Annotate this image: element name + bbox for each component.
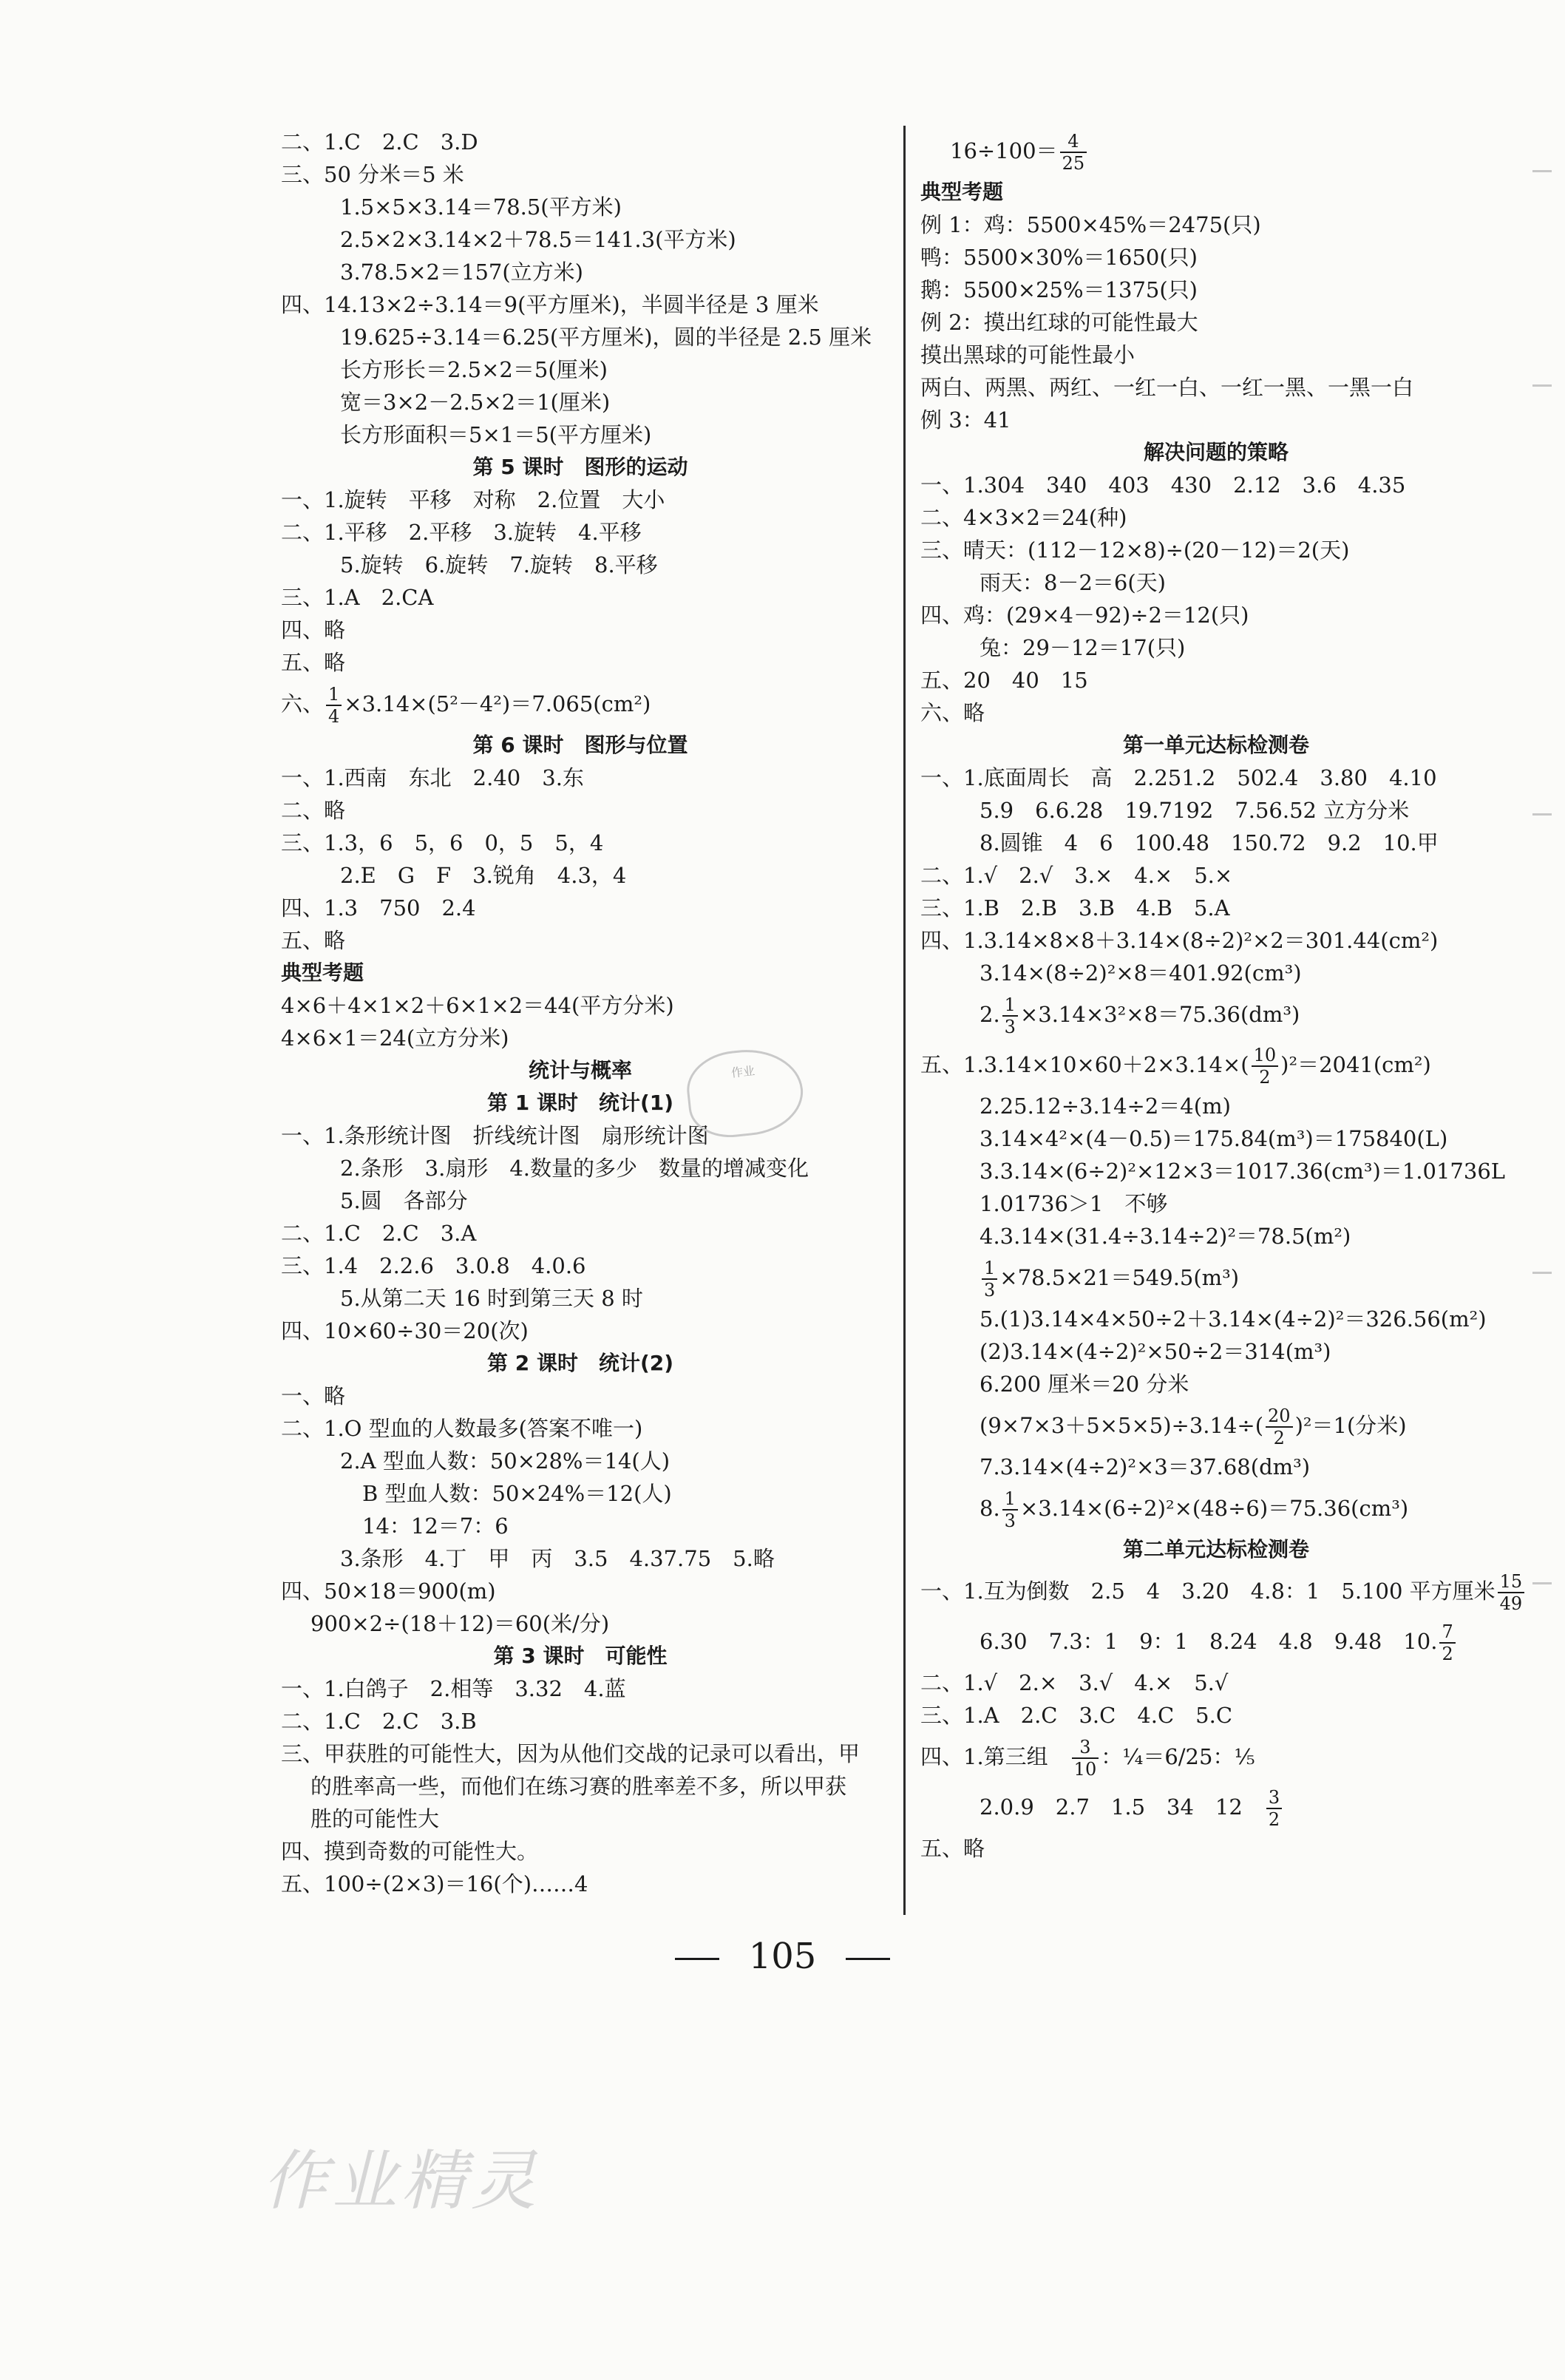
answer-line: 五、100÷(2×3)＝16(个)……4 bbox=[281, 1871, 588, 1896]
answer-line bbox=[920, 989, 1512, 1040]
answer-line: 1.5×5×3.14＝78.5(平方米) bbox=[340, 194, 622, 220]
answer-line: 四、50×18＝900(m) bbox=[281, 1579, 496, 1604]
answer-line: 5.从第二天 16 时到第三天 8 时 bbox=[340, 1286, 643, 1311]
fraction-denominator: 2 bbox=[1442, 1644, 1453, 1664]
fraction-denominator: 3 bbox=[984, 1280, 996, 1301]
answer-line: 三、1.4 2.2.6 3.0.8 4.0.6 bbox=[281, 1253, 586, 1278]
fraction bbox=[1498, 1573, 1525, 1613]
fraction bbox=[1439, 1623, 1455, 1663]
answer-line bbox=[920, 126, 1512, 176]
fraction bbox=[1266, 1789, 1282, 1828]
answer-line: 六、略 bbox=[920, 700, 985, 725]
fraction bbox=[1002, 1490, 1018, 1530]
answer-line: 二、1.平移 2.平移 3.旋转 4.平移 bbox=[281, 520, 642, 545]
fraction-numerator: 4 bbox=[1060, 132, 1087, 153]
answer-line: 例 1：鸡：5500×45%＝2475(只) bbox=[920, 212, 1261, 237]
answer-line: 二、4×3×2＝24(种) bbox=[920, 505, 1127, 530]
answer-text: ×3.14×3²×8＝75.36(dm³) bbox=[1019, 1002, 1300, 1027]
answer-line: 三、甲获胜的可能性大，因为从他们交战的记录可以看出，甲 bbox=[281, 1741, 860, 1766]
answer-line: 一、1.旋转 平移 对称 2.位置 大小 bbox=[281, 487, 665, 512]
answer-line: 二、1.C 2.C 3.A bbox=[281, 1221, 477, 1246]
fraction-denominator: 2 bbox=[1268, 1809, 1280, 1830]
answer-line: 长方形长＝2.5×2＝5(厘米) bbox=[340, 357, 608, 382]
answer-text: ×78.5×21＝549.5(m³) bbox=[999, 1265, 1240, 1290]
fraction bbox=[982, 1259, 997, 1299]
section-heading: 解决问题的策略 bbox=[1143, 440, 1289, 464]
answer-line: 一、1.白鸽子 2.相等 3.32 4.蓝 bbox=[281, 1676, 626, 1701]
watermark-logo: 作业精灵 bbox=[262, 2143, 541, 2219]
answer-text: 2. bbox=[980, 1002, 1000, 1027]
answer-line bbox=[281, 679, 880, 729]
answer-line: 兔：29－12＝17(只) bbox=[980, 635, 1186, 660]
answer-line: 四、鸡：(29×4－92)÷2＝12(只) bbox=[920, 603, 1249, 628]
answer-line: 900×2÷(18＋12)＝60(米/分) bbox=[310, 1611, 610, 1636]
answer-line: 四、摸到奇数的可能性大。 bbox=[281, 1839, 539, 1864]
answer-line: 3.14×(8÷2)²×8＝401.92(cm³) bbox=[980, 960, 1302, 986]
section-heading: 第 5 课时 图形的运动 bbox=[472, 455, 688, 479]
answer-line: 五、略 bbox=[281, 928, 346, 953]
edge-mark bbox=[1532, 170, 1552, 172]
page-number-text: 105 bbox=[748, 1936, 817, 1977]
answer-line: 二、1.√ 2.√ 3.× 4.× 5.× bbox=[920, 863, 1233, 888]
answer-line: 2.E G F 3.锐角 4.3，4 bbox=[340, 863, 627, 888]
answer-line: 例 2：摸出红球的可能性最大 bbox=[920, 310, 1198, 335]
fraction-denominator: 25 bbox=[1062, 153, 1085, 174]
answer-line bbox=[920, 1566, 1523, 1616]
answer-line: 鸭：5500×30%＝1650(只) bbox=[920, 245, 1198, 270]
answer-line: 14：12＝7：6 bbox=[362, 1513, 509, 1539]
answer-line bbox=[920, 1252, 1512, 1303]
answer-text: 六、 bbox=[281, 691, 325, 716]
fraction bbox=[1002, 996, 1018, 1036]
answer-line bbox=[920, 1732, 1512, 1782]
answer-line: 5.圆 各部分 bbox=[340, 1188, 468, 1213]
fraction-denominator: 49 bbox=[1499, 1593, 1523, 1614]
answer-line: 三、1.A 2.C 3.C 4.C 5.C bbox=[920, 1703, 1233, 1728]
answer-line: 两白、两黑、两红、一红一白、一红一黑、一黑一白 bbox=[920, 375, 1414, 400]
fraction-numerator: 1 bbox=[1002, 1490, 1018, 1511]
answer-line: 鹅：5500×25%＝1375(只) bbox=[920, 277, 1198, 302]
answer-line: 5.旋转 6.旋转 7.旋转 8.平移 bbox=[340, 552, 658, 577]
left-column bbox=[281, 126, 880, 1900]
fraction-denominator: 4 bbox=[328, 706, 340, 727]
answer-text: 五、1.3.14×10×60＋2×3.14×( bbox=[920, 1052, 1249, 1077]
answer-line: 4.3.14×(31.4÷3.14÷2)²＝78.5(m²) bbox=[980, 1224, 1351, 1249]
answer-line: 三、1.B 2.B 3.B 4.B 5.A bbox=[920, 895, 1230, 921]
answer-line: 四、1.3 750 2.4 bbox=[281, 895, 476, 921]
section-heading: 统计与概率 bbox=[528, 1058, 632, 1082]
answer-line bbox=[920, 1040, 1512, 1090]
answer-text: 四、1.第三组 bbox=[920, 1744, 1070, 1769]
answer-text: 2.0.9 2.7 1.5 34 12 bbox=[980, 1794, 1264, 1820]
fraction-denominator: 10 bbox=[1073, 1759, 1097, 1780]
fraction bbox=[1072, 1738, 1099, 1778]
edge-mark bbox=[1532, 1272, 1552, 1274]
fraction bbox=[1252, 1046, 1279, 1086]
fraction-denominator: 3 bbox=[1004, 1511, 1016, 1531]
fraction-numerator: 1 bbox=[326, 685, 342, 706]
answer-line: 胜的可能性大 bbox=[310, 1806, 440, 1831]
answer-line: B 型血人数：50×24%＝12(人) bbox=[362, 1481, 672, 1506]
answer-line: 五、略 bbox=[281, 650, 346, 675]
answer-line: 二、1.C 2.C 3.B bbox=[281, 1709, 477, 1734]
answer-text: 6.30 7.3：1 9：1 8.24 4.8 9.48 10. bbox=[980, 1629, 1438, 1654]
answer-line: 4×6＋4×1×2＋6×1×2＝44(平方分米) bbox=[281, 993, 674, 1018]
answer-line: 一、1.条形统计图 折线统计图 扇形统计图 bbox=[281, 1123, 709, 1148]
section-heading: 第 3 课时 可能性 bbox=[493, 1644, 668, 1668]
answer-line: 三、1.3，6 5，6 0，5 5，4 bbox=[281, 830, 604, 855]
answer-line: 四、1.3.14×8×8＋3.14×(8÷2)²×2＝301.44(cm²) bbox=[920, 928, 1439, 953]
fraction bbox=[1266, 1407, 1293, 1447]
answer-text: 一、1.互为倒数 2.5 4 3.20 4.8：1 5.100 平方厘米 bbox=[920, 1579, 1496, 1604]
answer-text: )²＝1(分米) bbox=[1294, 1413, 1407, 1438]
answer-line: 一、1.304 340 403 430 2.12 3.6 4.35 bbox=[920, 472, 1406, 498]
answer-line: 五、略 bbox=[920, 1836, 985, 1861]
answer-line: 二、1.O 型血的人数最多(答案不唯一) bbox=[281, 1416, 643, 1441]
answer-text: ：¼＝6/25：⅕ bbox=[1101, 1744, 1255, 1769]
fraction-numerator: 1 bbox=[982, 1259, 997, 1280]
answer-line: 例 3：41 bbox=[920, 407, 1011, 433]
answer-line: 四、10×60÷30＝20(次) bbox=[281, 1318, 529, 1343]
answer-line: 雨天：8－2＝6(天) bbox=[980, 570, 1166, 595]
answer-line: 3.3.14×(6÷2)²×12×3＝1017.36(cm³)＝1.01736L bbox=[980, 1159, 1506, 1184]
answer-line: 2.5×2×3.14×2＋78.5＝141.3(平方米) bbox=[340, 227, 736, 252]
fraction-numerator: 20 bbox=[1266, 1407, 1293, 1428]
answer-text: )²＝2041(cm²) bbox=[1280, 1052, 1431, 1077]
fraction-denominator: 3 bbox=[1004, 1017, 1016, 1037]
answer-line: 摸出黑球的可能性最小 bbox=[920, 342, 1135, 367]
answer-line: 四、略 bbox=[281, 617, 346, 643]
answer-line: 二、1.C 2.C 3.D bbox=[281, 129, 478, 155]
edge-mark bbox=[1532, 813, 1552, 816]
answer-line: 8.圆锥 4 6 100.48 150.72 9.2 10.甲 bbox=[980, 830, 1439, 855]
answer-line: (2)3.14×(4÷2)²×50÷2＝314(m³) bbox=[980, 1339, 1331, 1364]
faded-stamp-logo: 作业 bbox=[683, 1044, 807, 1142]
page-number-dash-right bbox=[846, 1958, 890, 1960]
answer-text: (9×7×3＋5×5×5)÷3.14÷( bbox=[980, 1413, 1264, 1438]
answer-line: 5.(1)3.14×4×50÷2＋3.14×(4÷2)²＝326.56(m²) bbox=[980, 1306, 1487, 1332]
answer-line: 一、略 bbox=[281, 1383, 346, 1408]
answer-line: 宽＝3×2－2.5×2＝1(厘米) bbox=[340, 390, 611, 415]
section-heading: 第 2 课时 统计(2) bbox=[486, 1351, 674, 1375]
answer-line: 五、20 40 15 bbox=[920, 668, 1088, 693]
answer-line: 长方形面积＝5×1＝5(平方厘米) bbox=[340, 422, 652, 447]
page-number bbox=[0, 1936, 1565, 1977]
answer-text: 16÷100＝ bbox=[950, 138, 1058, 163]
fraction-numerator: 7 bbox=[1439, 1623, 1455, 1644]
fraction bbox=[326, 685, 342, 725]
fraction bbox=[1060, 132, 1087, 172]
subsection-heading: 典型考题 bbox=[281, 960, 364, 985]
answer-line: 三、50 分米＝5 米 bbox=[281, 162, 464, 187]
section-heading: 第一单元达标检测卷 bbox=[1122, 733, 1309, 757]
fraction-numerator: 3 bbox=[1072, 1738, 1099, 1759]
answer-line: 四、14.13×2÷3.14＝9(平方厘米)，半圆半径是 3 厘米 bbox=[281, 292, 819, 317]
answer-text: 8. bbox=[980, 1496, 1000, 1521]
answer-line: 3.78.5×2＝157(立方米) bbox=[340, 260, 583, 285]
answer-line: 7.3.14×(4÷2)²×3＝37.68(dm³) bbox=[980, 1454, 1311, 1479]
fraction-denominator: 2 bbox=[1273, 1428, 1285, 1448]
answer-text: ×3.14×(5²－4²)＝7.065(cm²) bbox=[344, 691, 651, 716]
answer-line: 2.A 型血人数：50×28%＝14(人) bbox=[340, 1448, 671, 1474]
answer-line: 三、晴天：(112－12×8)÷(20－12)＝2(天) bbox=[920, 538, 1350, 563]
answer-line: 一、1.西南 东北 2.40 3.东 bbox=[281, 765, 584, 790]
answer-line: 4×6×1＝24(立方分米) bbox=[281, 1025, 509, 1051]
fraction-numerator: 10 bbox=[1252, 1046, 1279, 1067]
section-heading: 第 1 课时 统计(1) bbox=[486, 1091, 674, 1115]
right-column bbox=[920, 126, 1523, 1865]
subsection-heading: 典型考题 bbox=[920, 180, 1004, 204]
fraction-numerator: 3 bbox=[1266, 1789, 1282, 1809]
answer-line: 3.14×4²×(4－0.5)＝175.84(m³)＝175840(L) bbox=[980, 1126, 1448, 1151]
answer-line: 19.625÷3.14＝6.25(平方厘米)，圆的半径是 2.5 厘米 bbox=[340, 325, 872, 350]
answer-line: 的胜率高一些，而他们在练习赛的胜率差不多，所以甲获 bbox=[310, 1774, 847, 1799]
answer-line: 1.01736＞1 不够 bbox=[980, 1191, 1168, 1216]
answer-line: 3.条形 4.丁 甲 丙 3.5 4.37.75 5.略 bbox=[340, 1546, 775, 1571]
answer-line: 6.200 厘米＝20 分米 bbox=[980, 1372, 1189, 1397]
answer-line: 2.条形 3.扇形 4.数量的多少 数量的增减变化 bbox=[340, 1156, 809, 1181]
answer-line: 5.9 6.6.28 19.7192 7.56.52 立方分米 bbox=[980, 798, 1410, 823]
fraction-denominator: 2 bbox=[1259, 1067, 1271, 1088]
answer-text: ×3.14×(6÷2)²×(48÷6)＝75.36(cm³) bbox=[1019, 1496, 1409, 1521]
section-heading: 第 6 课时 图形与位置 bbox=[472, 733, 688, 757]
answer-line: 一、1.底面周长 高 2.251.2 502.4 3.80 4.10 bbox=[920, 765, 1437, 790]
answer-line bbox=[920, 1616, 1512, 1667]
fraction-numerator: 1 bbox=[1002, 996, 1018, 1017]
page-number-dash-left bbox=[675, 1958, 719, 1960]
answer-line: 三、1.A 2.CA bbox=[281, 585, 434, 610]
answer-line: 二、略 bbox=[281, 798, 346, 823]
answer-line bbox=[920, 1483, 1512, 1533]
column-divider bbox=[903, 126, 906, 1915]
edge-mark bbox=[1532, 1582, 1552, 1584]
answer-line bbox=[920, 1782, 1512, 1832]
answer-line bbox=[920, 1400, 1512, 1451]
answer-line: 二、1.√ 2.× 3.√ 4.× 5.√ bbox=[920, 1670, 1229, 1695]
fraction-numerator: 15 bbox=[1498, 1573, 1525, 1593]
edge-mark bbox=[1532, 384, 1552, 387]
answer-line: 2.25.12÷3.14÷2＝4(m) bbox=[980, 1094, 1231, 1119]
section-heading: 第二单元达标检测卷 bbox=[1122, 1537, 1309, 1562]
